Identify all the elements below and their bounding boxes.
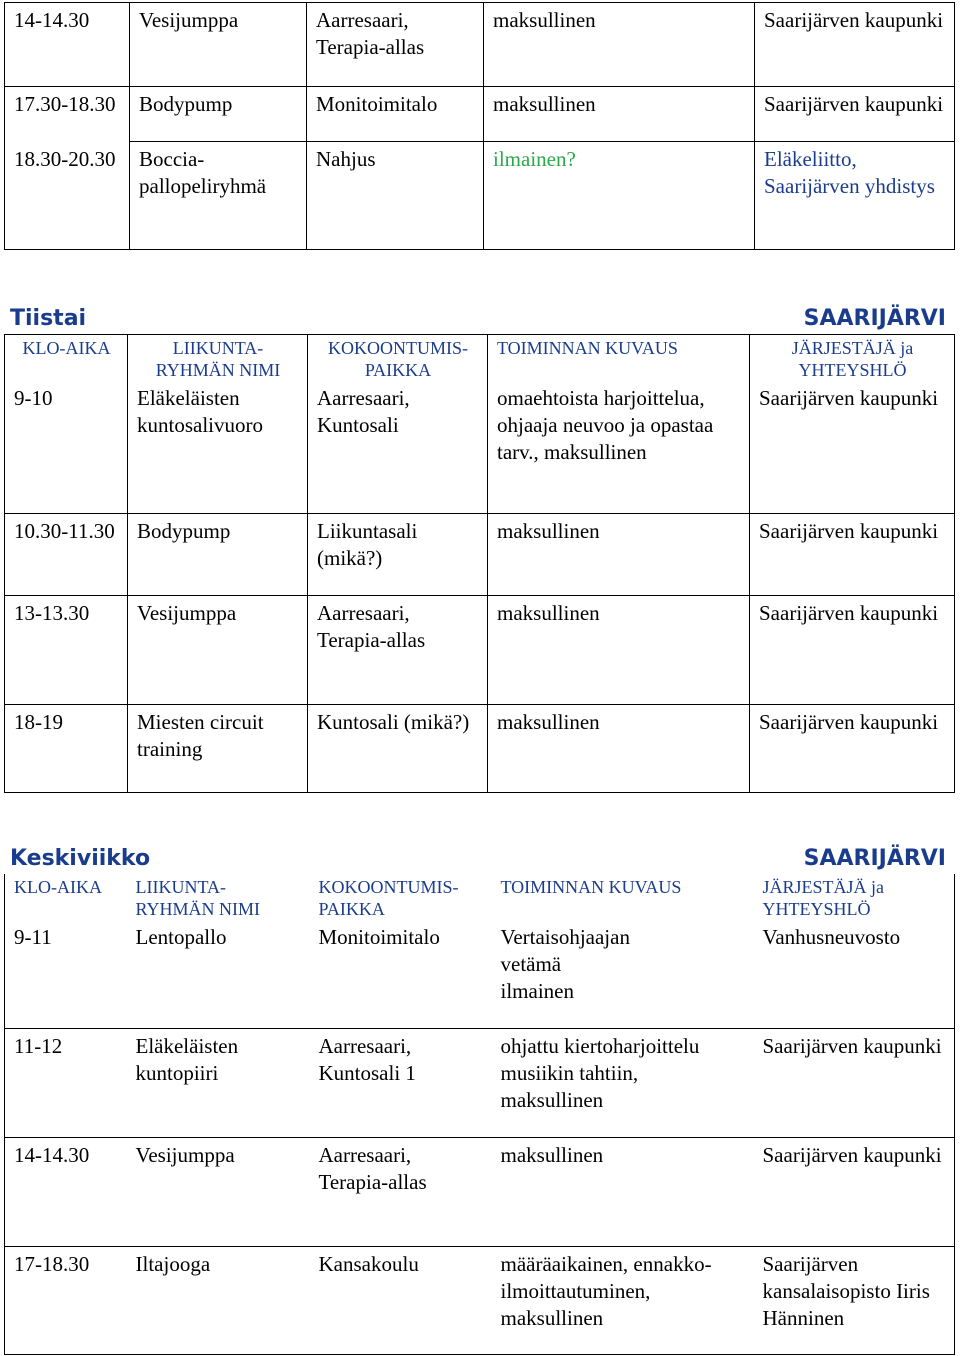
place-cell: Aarresaari, Terapia-allas [307,3,484,87]
wednesday-table [4,874,955,1355]
desc-cell: omaehtoista harjoittelua, ohjaaja neuvoo ja opastaa tarv., maksullinen [488,381,750,513]
table-row [5,142,955,250]
table-row [5,1137,955,1246]
header-place: KOKOONTUMIS-PAIKKA [318,877,459,919]
city-title: SAARIJÄRVI [803,306,946,331]
header-row [5,335,955,382]
org-cell: Saarijärven kaupunki [755,87,955,142]
group-cell: Bodypump [128,513,308,595]
desc-cell: ohjattu kiertoharjoittelu musiikin tahtiin, maksullinen [500,1033,700,1112]
tuesday-table [4,334,955,793]
place-cell: Aarresaari, Kuntosali [308,381,488,513]
header-row [5,874,955,920]
header-org: JÄRJESTÄJÄ ja YHTEYSHLÖ [762,877,885,919]
time-cell: 9-11 [14,925,52,949]
wednesday-title-row [10,845,946,877]
place-cell: Aarresaari, Terapia-allas [308,595,488,704]
table-row [5,1028,955,1137]
group-cell: Boccia-pallopeliryhmä [130,142,307,250]
table-row [5,920,955,1028]
table-row [5,595,955,704]
time-cell: 10.30-11.30 [5,513,128,595]
org-cell: Saarijärven kaupunki [755,3,955,87]
desc-cell: maksullinen [488,595,750,704]
place-cell: Nahjus [307,142,484,250]
time-cell: 9-10 [5,381,128,513]
time-cell: 11-12 [14,1033,63,1058]
time-cell: 18.30-20.30 [5,142,130,250]
place-cell: Kuntosali (mikä?) [308,704,488,792]
desc-cell: maksullinen [484,87,755,142]
org-cell: Saarijärven kaupunki [750,381,955,513]
place-cell: Liikuntasali (mikä?) [308,513,488,595]
table-row [5,513,955,595]
place-cell: Aarresaari, Kuntosali 1 [318,1033,416,1085]
desc-cell: ilmainen? [484,142,755,250]
group-cell: Vesijumppa [135,1142,235,1167]
group-cell: Eläkeläisten kuntopiiri [135,1033,239,1085]
table-row [5,3,955,87]
wednesday-schedule [4,874,954,1355]
table-row [5,87,955,142]
place-cell: Aarresaari, Terapia-allas [318,1142,427,1194]
desc-cell: maksullinen [488,513,750,595]
place-cell: Monitoimitalo [307,87,484,142]
desc-cell: maksullinen [500,1142,604,1167]
monday-table [4,2,955,250]
header-desc: TOIMINNAN KUVAUS [488,335,750,382]
desc-cell: maksullinen [488,704,750,792]
tuesday-schedule [4,334,954,793]
table-row [5,704,955,792]
header-org: JÄRJESTÄJÄ ja YHTEYSHLÖ [750,335,955,382]
place-cell: Monitoimitalo [318,925,440,949]
header-group: LIIKUNTA-RYHMÄN NIMI [135,877,261,919]
group-cell: Bodypump [130,87,307,142]
table-row [5,1246,955,1354]
city-title: SAARIJÄRVI [803,846,946,871]
time-cell: 13-13.30 [5,595,128,704]
header-desc: TOIMINNAN KUVAUS [500,877,682,897]
time-cell: 14-14.30 [5,3,130,87]
org-cell: Saarijärven kaupunki [750,704,955,792]
time-cell: 18-19 [5,704,128,792]
tuesday-title-row [10,305,946,337]
group-cell: Vesijumppa [130,3,307,87]
time-cell: 17-18.30 [14,1251,90,1276]
org-cell: Eläkeliitto, Saarijärven yhdistys [755,142,955,250]
header-time: KLO-AIKA [14,877,102,897]
table-row [5,381,955,513]
org-cell: Saarijärven kaupunki [750,513,955,595]
time-cell: 14-14.30 [14,1142,90,1167]
group-cell: Vesijumppa [128,595,308,704]
place-cell: Kansakoulu [318,1251,419,1276]
header-place: KOKOONTUMIS-PAIKKA [308,335,488,382]
desc-cell: maksullinen [484,3,755,87]
desc-cell: määräaikainen, ennakko-ilmoittautuminen, maksullinen [500,1251,712,1330]
group-cell: Eläkeläisten kuntosalivuoro [128,381,308,513]
desc-cell: Vertaisohjaajan vetämä ilmainen [500,925,630,1003]
group-cell: Miesten circuit training [128,704,308,792]
day-title: Keskiviikko [10,846,151,871]
org-cell: Vanhusneuvosto [762,925,901,949]
org-cell: Saarijärven kaupunki [762,1142,942,1167]
monday-schedule-tail [4,2,954,250]
time-cell: 17.30-18.30 [5,87,130,142]
header-time: KLO-AIKA [5,335,128,382]
day-title: Tiistai [10,306,87,331]
org-cell: Saarijärven kaupunki [750,595,955,704]
group-cell: Lentopallo [135,925,227,949]
group-cell: Iltajooga [135,1251,211,1276]
org-cell: Saarijärven kaupunki [762,1033,942,1058]
org-cell: Saarijärven kansalaisopisto Iiris Hänninen [762,1251,930,1330]
header-group: LIIKUNTA-RYHMÄN NIMI [128,335,308,382]
